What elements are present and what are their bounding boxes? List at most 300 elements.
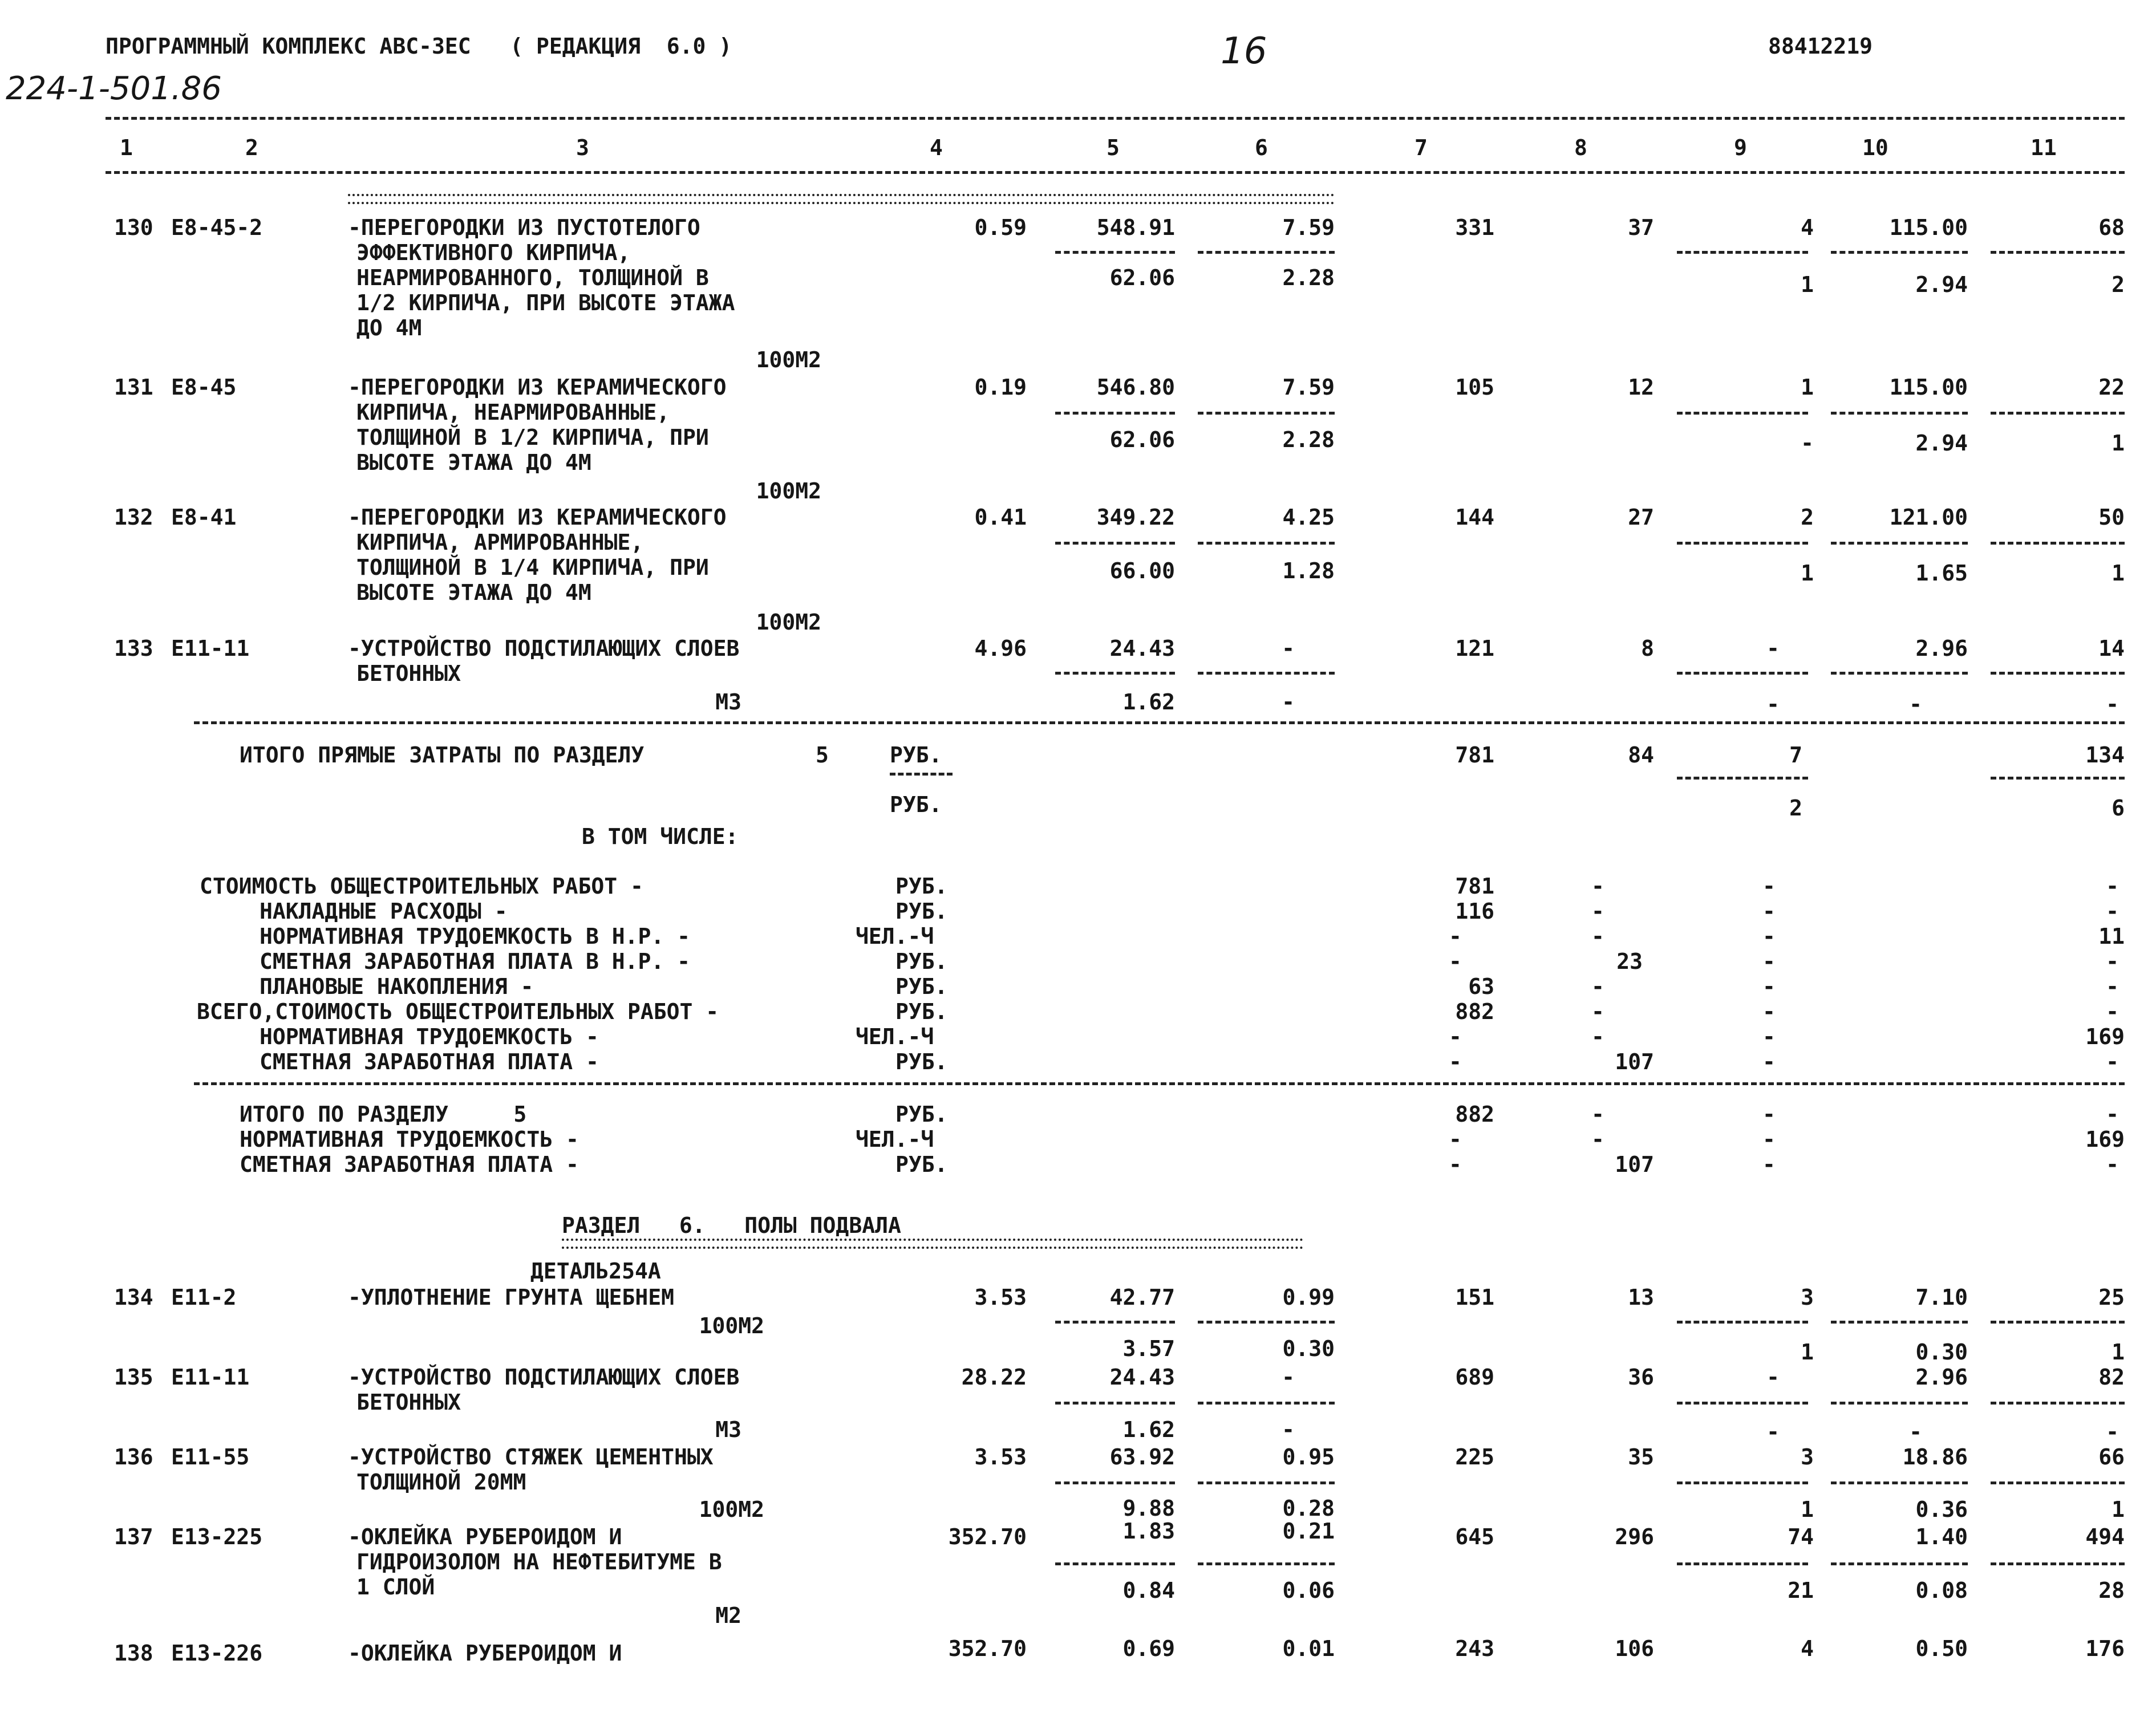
breakdown-labor: - xyxy=(2106,1049,2119,1074)
row-desc-line: КИРПИЧА, НЕАРМИРОВАННЫЕ, xyxy=(356,400,670,425)
unit-of-measure: 100М2 xyxy=(756,347,821,372)
sub-rule xyxy=(1055,1562,1175,1565)
unit-of-measure: М2 xyxy=(715,1603,741,1628)
section-total-label: НОРМАТИВНАЯ ТРУДОЕМКОСТЬ - xyxy=(240,1127,579,1152)
labor-norm: 2.96 xyxy=(1915,1365,1968,1390)
section-total-labor: 169 xyxy=(2085,1127,2125,1152)
quantity: 0.41 xyxy=(974,505,1027,530)
section-total-label: ИТОГО ПО РАЗДЕЛУ 5 xyxy=(240,1102,527,1127)
machine-cost: 7.59 xyxy=(1282,215,1335,240)
total-wages: 296 xyxy=(1615,1524,1654,1549)
machine-cost: 4.25 xyxy=(1282,505,1335,530)
labor-total-machine: 1 xyxy=(2112,1339,2125,1365)
norm-code: Е11-11 xyxy=(171,1365,250,1390)
row-desc-line: -ПЕРЕГОРОДКИ ИЗ ПУСТОТЕЛОГО xyxy=(348,215,700,240)
breakdown-unit: РУБ. xyxy=(895,874,948,899)
breakdown-wages: 23 xyxy=(1616,949,1643,974)
sub-rule xyxy=(1831,672,1968,675)
sub-rule xyxy=(1055,1321,1175,1324)
labor-total-machine: - xyxy=(2106,692,2119,717)
labor-total: 68 xyxy=(2098,215,2125,240)
sub-rule xyxy=(1198,412,1335,415)
document-code: 88412219 xyxy=(1768,34,1873,59)
labor-total: 66 xyxy=(2098,1444,2125,1470)
row-desc-line: НЕАРМИРОВАННОГО, ТОЛЩИНОЙ В xyxy=(356,265,709,290)
col-header-10: 10 xyxy=(1862,135,1888,160)
sub-rule xyxy=(1198,1562,1335,1565)
section-total-machine: - xyxy=(1762,1127,1776,1152)
labor-norm: 115.00 xyxy=(1889,215,1968,240)
breakdown-wages: 107 xyxy=(1615,1049,1654,1074)
total-wages: 27 xyxy=(1628,505,1654,530)
col-header-4: 4 xyxy=(930,135,943,160)
breakdown-machine: - xyxy=(1762,999,1776,1024)
total-machine-wages: 1 xyxy=(1801,1339,1814,1365)
unit-of-measure: М3 xyxy=(715,1417,741,1442)
sub-rule xyxy=(1991,1321,2125,1324)
breakdown-cost: 116 xyxy=(1455,899,1494,924)
norm-code: Е11-55 xyxy=(171,1444,250,1470)
labor-total: 494 xyxy=(2085,1524,2125,1549)
total-machine: 74 xyxy=(1788,1524,1814,1549)
unit-of-measure: 100М2 xyxy=(756,610,821,635)
section-total-wages: - xyxy=(1591,1102,1604,1127)
sub-rule xyxy=(1831,412,1968,415)
machine-wages: 1.28 xyxy=(1282,558,1335,583)
machine-wages: 0.06 xyxy=(1282,1578,1335,1603)
total-cost: 243 xyxy=(1455,1636,1494,1661)
labor-norm-machine: 0.36 xyxy=(1915,1497,1968,1522)
col-header-9: 9 xyxy=(1734,135,1747,160)
total-machine-wages: 21 xyxy=(1788,1578,1814,1603)
unit-cost-wages: 3.57 xyxy=(1122,1336,1175,1361)
breakdown-machine: - xyxy=(1762,1049,1776,1074)
total-section-number: 5 xyxy=(816,742,829,768)
row-desc-line: -ПЕРЕГОРОДКИ ИЗ КЕРАМИЧЕСКОГО xyxy=(348,375,727,400)
total-machine: 4 xyxy=(1801,215,1814,240)
row-desc-line: -УСТРОЙСТВО ПОДСТИЛАЮЩИХ СЛОЕВ xyxy=(348,1365,740,1390)
total-machine: - xyxy=(1766,1365,1780,1390)
sub-rule xyxy=(1991,1562,2125,1565)
breakdown-unit: РУБ. xyxy=(895,974,948,999)
section-rule xyxy=(194,1082,2125,1085)
total-label: ИТОГО ПРЯМЫЕ ЗАТРАТЫ ПО РАЗДЕЛУ xyxy=(240,742,645,768)
labor-total-machine: 1 xyxy=(2112,431,2125,456)
col-header-11: 11 xyxy=(2031,135,2057,160)
sub-rule xyxy=(1991,412,2125,415)
header-top-rule xyxy=(106,117,2125,120)
unit-cost: 24.43 xyxy=(1109,1365,1175,1390)
row-desc-line: -УСТРОЙСТВО СТЯЖЕК ЦЕМЕНТНЫХ xyxy=(348,1444,714,1470)
breakdown-cost: - xyxy=(1449,924,1462,949)
breakdown-machine: - xyxy=(1762,874,1776,899)
norm-code: Е13-225 xyxy=(171,1524,263,1549)
sub-rule xyxy=(1198,1402,1335,1405)
sub-rule xyxy=(1831,1402,1968,1405)
unit-cost-wages: 62.06 xyxy=(1109,265,1175,290)
unit-cost-wages: 1.62 xyxy=(1122,1417,1175,1442)
sub-rule xyxy=(1198,672,1335,675)
labor-norm-machine: - xyxy=(1909,1419,1922,1444)
sub-rule xyxy=(1055,1402,1175,1405)
row-desc-line: -УСТРОЙСТВО ПОДСТИЛАЮЩИХ СЛОЕВ xyxy=(348,636,740,661)
total-machine-wages: 2 xyxy=(1789,795,1802,821)
total-wages: 13 xyxy=(1628,1285,1654,1310)
breakdown-labor: 11 xyxy=(2098,924,2125,949)
total-wages: 36 xyxy=(1628,1365,1654,1390)
total-unit-wages: РУБ. xyxy=(890,792,942,817)
total-cost: 781 xyxy=(1455,742,1494,768)
breakdown-wages: - xyxy=(1591,924,1604,949)
labor-norm: 0.50 xyxy=(1915,1636,1968,1661)
labor-total-machine: 1 xyxy=(2112,1497,2125,1522)
row-number: 133 xyxy=(114,636,153,661)
row-number: 136 xyxy=(114,1444,153,1470)
breakdown-wages: - xyxy=(1591,999,1604,1024)
sub-rule xyxy=(890,773,953,776)
row-number: 138 xyxy=(114,1641,153,1666)
col-header-7: 7 xyxy=(1415,135,1428,160)
sub-rule xyxy=(1991,672,2125,675)
quantity: 4.96 xyxy=(974,636,1027,661)
unit-of-measure: 100М2 xyxy=(699,1313,764,1338)
machine-wages: - xyxy=(1282,1417,1295,1442)
section-total-labor: - xyxy=(2106,1102,2119,1127)
total-cost: 105 xyxy=(1455,375,1494,400)
machine-wages: 0.30 xyxy=(1282,1336,1335,1361)
total-cost: 151 xyxy=(1455,1285,1494,1310)
total-machine-wages: - xyxy=(1766,692,1780,717)
section-total-unit: ЧЕЛ.-Ч xyxy=(856,1127,934,1152)
row-number: 131 xyxy=(114,375,153,400)
sub-rule xyxy=(1055,672,1175,675)
row-desc-line: -УПЛОТНЕНИЕ ГРУНТА ЩЕБНЕМ xyxy=(348,1285,674,1310)
total-cost: 121 xyxy=(1455,636,1494,661)
section-total-machine: - xyxy=(1762,1152,1776,1177)
labor-total: 134 xyxy=(2085,742,2125,768)
machine-cost: 7.59 xyxy=(1282,375,1335,400)
sub-rule xyxy=(1677,777,1808,780)
sub-rule xyxy=(1831,542,1968,545)
breakdown-unit: РУБ. xyxy=(895,999,948,1024)
norm-code: Е8-45-2 xyxy=(171,215,263,240)
quantity: 0.19 xyxy=(974,375,1027,400)
sub-rule xyxy=(1831,1321,1968,1324)
header-bottom-rule xyxy=(106,171,2125,174)
quantity: 28.22 xyxy=(961,1365,1027,1390)
section-rule xyxy=(194,721,2125,724)
page-number: 16 xyxy=(1221,30,1267,72)
col-header-5: 5 xyxy=(1107,135,1120,160)
breakdown-unit: РУБ. xyxy=(895,949,948,974)
row-number: 132 xyxy=(114,505,153,530)
machine-cost: 0.01 xyxy=(1282,1636,1335,1661)
total-machine: 2 xyxy=(1801,505,1814,530)
row-desc-line: -ОКЛЕЙКА РУБЕРОИДОМ И xyxy=(348,1524,622,1549)
total-machine: 1 xyxy=(1801,375,1814,400)
breakdown-labor: - xyxy=(2106,974,2119,999)
total-cost: 225 xyxy=(1455,1444,1494,1470)
labor-norm-machine: 1.65 xyxy=(1915,561,1968,586)
breakdown-labor: - xyxy=(2106,874,2119,899)
breakdown-machine: - xyxy=(1762,1024,1776,1049)
row-desc-line: ТОЛЩИНОЙ В 1/2 КИРПИЧА, ПРИ xyxy=(356,425,709,450)
col-header-3: 3 xyxy=(576,135,589,160)
total-machine-wages: 1 xyxy=(1801,272,1814,297)
labor-norm-machine: 0.30 xyxy=(1915,1339,1968,1365)
breakdown-label: НОРМАТИВНАЯ ТРУДОЕМКОСТЬ - xyxy=(260,1024,599,1049)
unit-cost-wages: 0.84 xyxy=(1122,1578,1175,1603)
labor-norm-machine: 2.94 xyxy=(1915,272,1968,297)
breakdown-machine: - xyxy=(1762,924,1776,949)
sub-rule xyxy=(1677,1321,1808,1324)
labor-total: 50 xyxy=(2098,505,2125,530)
labor-norm-machine: 0.08 xyxy=(1915,1578,1968,1603)
section-title: РАЗДЕЛ 6. ПОЛЫ ПОДВАЛА xyxy=(562,1213,901,1238)
labor-norm-machine: - xyxy=(1909,692,1922,717)
breakdown-wages: - xyxy=(1591,1024,1604,1049)
labor-total-machine: 2 xyxy=(2112,272,2125,297)
norm-code: Е11-11 xyxy=(171,636,250,661)
row-desc-line: ВЫСОТЕ ЭТАЖА ДО 4М xyxy=(356,580,591,605)
total-wages: 12 xyxy=(1628,375,1654,400)
unit-cost: 0.69 xyxy=(1122,1636,1175,1661)
labor-norm: 2.96 xyxy=(1915,636,1968,661)
row-desc-line: КИРПИЧА, АРМИРОВАННЫЕ, xyxy=(356,530,644,555)
sub-rule xyxy=(1831,1562,1968,1565)
row-desc-line: ТОЛЩИНОЙ 20ММ xyxy=(356,1470,526,1495)
unit-of-measure: 100М2 xyxy=(756,478,821,504)
row-desc-line: ЭФФЕКТИВНОГО КИРПИЧА, xyxy=(356,240,631,265)
breakdown-labor: - xyxy=(2106,999,2119,1024)
detail-label: ДЕТАЛЬ254А xyxy=(530,1259,661,1284)
machine-cost: - xyxy=(1282,1365,1295,1390)
sub-rule xyxy=(1677,251,1808,254)
sub-rule xyxy=(1198,1321,1335,1324)
norm-code: Е11-2 xyxy=(171,1285,237,1310)
labor-total: 176 xyxy=(2085,1636,2125,1661)
sub-rule xyxy=(1991,777,2125,780)
sub-rule xyxy=(1991,251,2125,254)
unit-cost: 1.83 xyxy=(1122,1519,1175,1544)
breakdown-labor: - xyxy=(2106,899,2119,924)
quantity: 352.70 xyxy=(948,1524,1027,1549)
col-header-1: 1 xyxy=(120,135,133,160)
sub-rule xyxy=(1055,412,1175,415)
labor-total: 22 xyxy=(2098,375,2125,400)
row-desc-line: -ОКЛЕЙКА РУБЕРОИДОМ И xyxy=(348,1641,622,1666)
total-machine: 3 xyxy=(1801,1444,1814,1470)
section-total-cost: - xyxy=(1449,1152,1462,1177)
labor-total: 25 xyxy=(2098,1285,2125,1310)
labor-total-machine: 6 xyxy=(2112,795,2125,821)
breakdown-cost: - xyxy=(1449,1024,1462,1049)
sub-rule xyxy=(1198,542,1335,545)
breakdown-unit: ЧЕЛ.-Ч xyxy=(856,924,934,949)
breakdown-labor: - xyxy=(2106,949,2119,974)
unit-cost: 548.91 xyxy=(1096,215,1175,240)
quantity: 352.70 xyxy=(948,1636,1027,1661)
sub-rule xyxy=(1831,1481,1968,1484)
norm-code: Е8-41 xyxy=(171,505,237,530)
total-machine: 4 xyxy=(1801,1636,1814,1661)
quantity: 0.59 xyxy=(974,215,1027,240)
doc-number: 224-1-501.86 xyxy=(6,70,222,107)
sub-rule xyxy=(1677,1562,1808,1565)
section-total-machine: - xyxy=(1762,1102,1776,1127)
unit-of-measure: М3 xyxy=(715,689,741,715)
double-rule xyxy=(562,1239,1303,1249)
quantity: 3.53 xyxy=(974,1444,1027,1470)
unit-of-measure: 100М2 xyxy=(699,1497,764,1522)
sub-rule xyxy=(1677,412,1808,415)
unit-cost: 349.22 xyxy=(1096,505,1175,530)
total-cost: 144 xyxy=(1455,505,1494,530)
labor-norm: 7.10 xyxy=(1915,1285,1968,1310)
sub-rule xyxy=(1677,542,1808,545)
total-wages: 106 xyxy=(1615,1636,1654,1661)
machine-wages: - xyxy=(1282,689,1295,715)
unit-cost: 63.92 xyxy=(1109,1444,1175,1470)
labor-total-machine: - xyxy=(2106,1419,2119,1444)
sub-rule xyxy=(1991,1402,2125,1405)
sub-rule xyxy=(1198,1481,1335,1484)
total-cost: 645 xyxy=(1455,1524,1494,1549)
labor-total: 82 xyxy=(2098,1365,2125,1390)
unit-cost: 24.43 xyxy=(1109,636,1175,661)
total-machine-wages: 1 xyxy=(1801,561,1814,586)
sub-rule xyxy=(1198,251,1335,254)
machine-cost: 0.99 xyxy=(1282,1285,1335,1310)
quantity: 3.53 xyxy=(974,1285,1027,1310)
labor-norm: 18.86 xyxy=(1902,1444,1968,1470)
col-header-8: 8 xyxy=(1574,135,1587,160)
section-total-unit: РУБ. xyxy=(895,1102,948,1127)
section-total-label: СМЕТНАЯ ЗАРАБОТНАЯ ПЛАТА - xyxy=(240,1152,579,1177)
breakdown-wages: - xyxy=(1591,899,1604,924)
total-cost: 689 xyxy=(1455,1365,1494,1390)
total-wages: 84 xyxy=(1628,742,1654,768)
sub-rule xyxy=(1831,251,1968,254)
breakdown-unit: РУБ. xyxy=(895,1049,948,1074)
machine-wages: 2.28 xyxy=(1282,265,1335,290)
unit-cost-wages: 9.88 xyxy=(1122,1496,1175,1521)
breakdown-cost: 781 xyxy=(1455,874,1494,899)
section-total-wages: - xyxy=(1591,1127,1604,1152)
unit-cost-wages: 62.06 xyxy=(1109,427,1175,452)
col-header-2: 2 xyxy=(245,135,258,160)
breakdown-machine: - xyxy=(1762,899,1776,924)
total-wages: 35 xyxy=(1628,1444,1654,1470)
section-total-labor: - xyxy=(2106,1152,2119,1177)
breakdown-unit: РУБ. xyxy=(895,899,948,924)
row-desc-line: ВЫСОТЕ ЭТАЖА ДО 4М xyxy=(356,450,591,475)
sub-rule xyxy=(1991,1481,2125,1484)
breakdown-machine: - xyxy=(1762,974,1776,999)
norm-code: Е13-226 xyxy=(171,1641,263,1666)
breakdown-cost: 882 xyxy=(1455,999,1494,1024)
breakdown-unit: ЧЕЛ.-Ч xyxy=(856,1024,934,1049)
total-machine: 7 xyxy=(1789,742,1802,768)
breakdown-label: СТОИМОСТЬ ОБЩЕСТРОИТЕЛЬНЫХ РАБОТ - xyxy=(200,874,643,899)
total-machine: 3 xyxy=(1801,1285,1814,1310)
total-machine-wages: - xyxy=(1766,1419,1780,1444)
section-total-wages: 107 xyxy=(1615,1152,1654,1177)
row-desc-line: БЕТОННЫХ xyxy=(356,1390,461,1415)
col-header-6: 6 xyxy=(1255,135,1268,160)
unit-cost-wages: 1.62 xyxy=(1122,689,1175,715)
breakdown-wages: - xyxy=(1591,874,1604,899)
labor-norm-machine: 2.94 xyxy=(1915,431,1968,456)
sub-rule xyxy=(1677,1402,1808,1405)
labor-total-machine: 28 xyxy=(2098,1578,2125,1603)
sub-rule xyxy=(1677,672,1808,675)
section-total-cost: 882 xyxy=(1455,1102,1494,1127)
total-machine: - xyxy=(1766,636,1780,661)
sub-rule xyxy=(1055,251,1175,254)
breakdown-label: НАКЛАДНЫЕ РАСХОДЫ - xyxy=(260,899,508,924)
sub-rule xyxy=(1055,542,1175,545)
labor-norm: 121.00 xyxy=(1889,505,1968,530)
breakdown-label: ПЛАНОВЫЕ НАКОПЛЕНИЯ - xyxy=(260,974,534,999)
row-number: 134 xyxy=(114,1285,153,1310)
sub-rule xyxy=(1677,1481,1808,1484)
total-wages: 8 xyxy=(1641,636,1654,661)
sub-rule xyxy=(1055,1481,1175,1484)
total-cost: 331 xyxy=(1455,215,1494,240)
machine-wages: 0.28 xyxy=(1282,1496,1335,1521)
row-desc-line: 1 СЛОЙ xyxy=(356,1574,435,1600)
breakdown-label: СМЕТНАЯ ЗАРАБОТНАЯ ПЛАТА - xyxy=(260,1049,599,1074)
row-number: 137 xyxy=(114,1524,153,1549)
unit-cost-wages: 66.00 xyxy=(1109,558,1175,583)
program-header: ПРОГРАММНЫЙ КОМПЛЕКС АВС-ЗЕС ( РЕДАКЦИЯ 6.0 ) xyxy=(106,34,732,59)
total-wages: 37 xyxy=(1628,215,1654,240)
machine-cost: 0.95 xyxy=(1282,1444,1335,1470)
row-desc-line: 1/2 КИРПИЧА, ПРИ ВЫСОТЕ ЭТАЖА xyxy=(356,290,735,315)
labor-norm: 1.40 xyxy=(1915,1524,1968,1549)
row-desc-line: -ПЕРЕГОРОДКИ ИЗ КЕРАМИЧЕСКОГО xyxy=(348,505,727,530)
breakdown-cost: 63 xyxy=(1468,974,1494,999)
labor-total: 14 xyxy=(2098,636,2125,661)
machine-cost: - xyxy=(1282,636,1295,661)
row-desc-line: БЕТОННЫХ xyxy=(356,661,461,686)
including-label: В ТОМ ЧИСЛЕ: xyxy=(582,824,739,849)
total-unit: РУБ. xyxy=(890,742,942,768)
breakdown-labor: 169 xyxy=(2085,1024,2125,1049)
double-rule xyxy=(348,194,1335,204)
machine-wages: 2.28 xyxy=(1282,427,1335,452)
section-total-cost: - xyxy=(1449,1127,1462,1152)
breakdown-machine: - xyxy=(1762,949,1776,974)
labor-total-machine: 1 xyxy=(2112,561,2125,586)
row-desc-line: ГИДРОИЗОЛОМ НА НЕФТЕБИТУМЕ В xyxy=(356,1549,722,1574)
breakdown-cost: - xyxy=(1449,1049,1462,1074)
unit-cost: 546.80 xyxy=(1096,375,1175,400)
breakdown-label: НОРМАТИВНАЯ ТРУДОЕМКОСТЬ В Н.Р. - xyxy=(260,924,690,949)
unit-cost: 42.77 xyxy=(1109,1285,1175,1310)
row-desc-line: ДО 4М xyxy=(356,315,422,340)
row-number: 130 xyxy=(114,215,153,240)
breakdown-label: СМЕТНАЯ ЗАРАБОТНАЯ ПЛАТА В Н.Р. - xyxy=(260,949,690,974)
total-machine-wages: - xyxy=(1801,431,1814,456)
breakdown-cost: - xyxy=(1449,949,1462,974)
row-number: 135 xyxy=(114,1365,153,1390)
sub-rule xyxy=(1991,542,2125,545)
breakdown-label: ВСЕГО,СТОИМОСТЬ ОБЩЕСТРОИТЕЛЬНЫХ РАБОТ - xyxy=(197,999,719,1024)
breakdown-wages: - xyxy=(1591,974,1604,999)
row-desc-line: ТОЛЩИНОЙ В 1/4 КИРПИЧА, ПРИ xyxy=(356,555,709,580)
